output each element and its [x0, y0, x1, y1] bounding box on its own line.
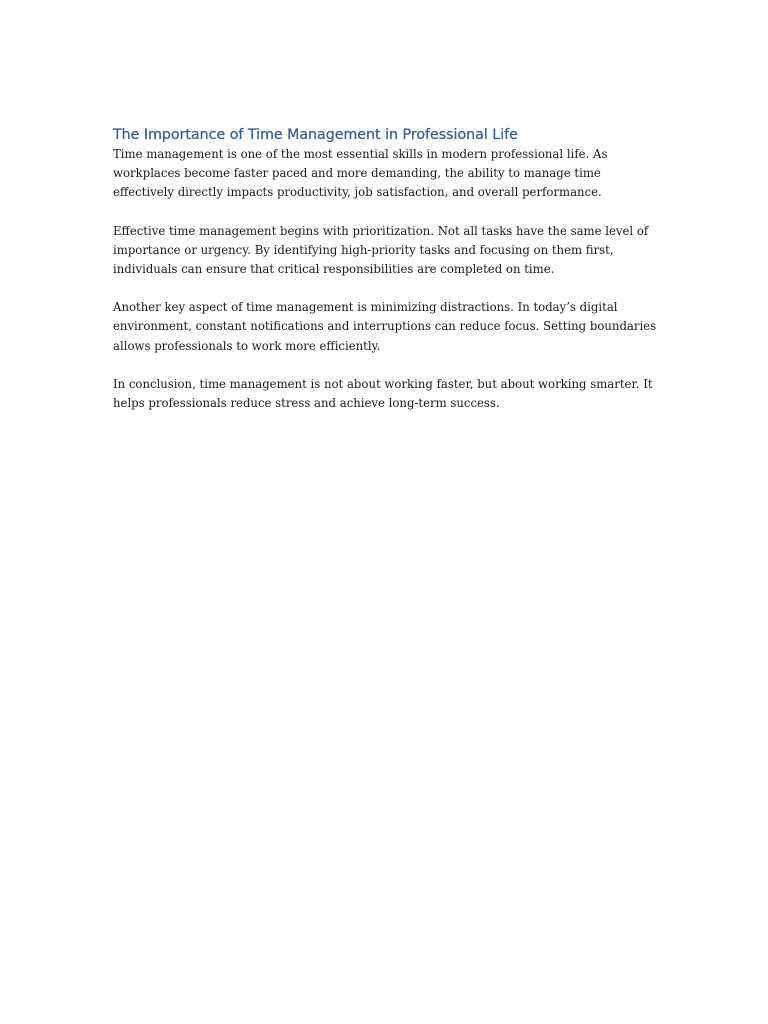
- paragraph-line: importance or urgency. By identifying high-priority tasks and focusing on them first,: [113, 242, 614, 257]
- paragraph-line: allows professionals to work more efficiently.: [113, 338, 381, 353]
- paragraph-line: Time management is one of the most essential skills in modern professional life. As: [113, 147, 608, 161]
- paragraph-line: In conclusion, time management is not about working faster, but about working smarter. It: [113, 376, 653, 391]
- document-body: [113, 125, 658, 432]
- paragraph-line: workplaces become faster paced and more demanding, the ability to manage time: [113, 166, 601, 181]
- paragraph-prioritization: [113, 222, 658, 280]
- paragraph-distractions: [113, 298, 658, 356]
- paragraph-conclusion: [113, 375, 658, 413]
- paragraph-line: Effective time management begins with prioritization. Not all tasks have the same level of: [113, 223, 649, 238]
- paragraph-line: individuals can ensure that critical responsibilities are completed on time.: [113, 262, 555, 277]
- document-title: The Importance of Time Management in Professional Life: [113, 127, 518, 143]
- paragraph-intro: [113, 145, 658, 203]
- paragraph-line: Another key aspect of time management is minimizing distractions. In today’s digital: [113, 300, 618, 315]
- paragraph-line: effectively directly impacts productivity, job satisfaction, and overall performance.: [113, 185, 602, 200]
- paragraph-line: environment, constant notifications and interruptions can reduce focus. Setting boundaries: [113, 319, 657, 334]
- paragraph-line: helps professionals reduce stress and achieve long-term success.: [113, 396, 500, 411]
